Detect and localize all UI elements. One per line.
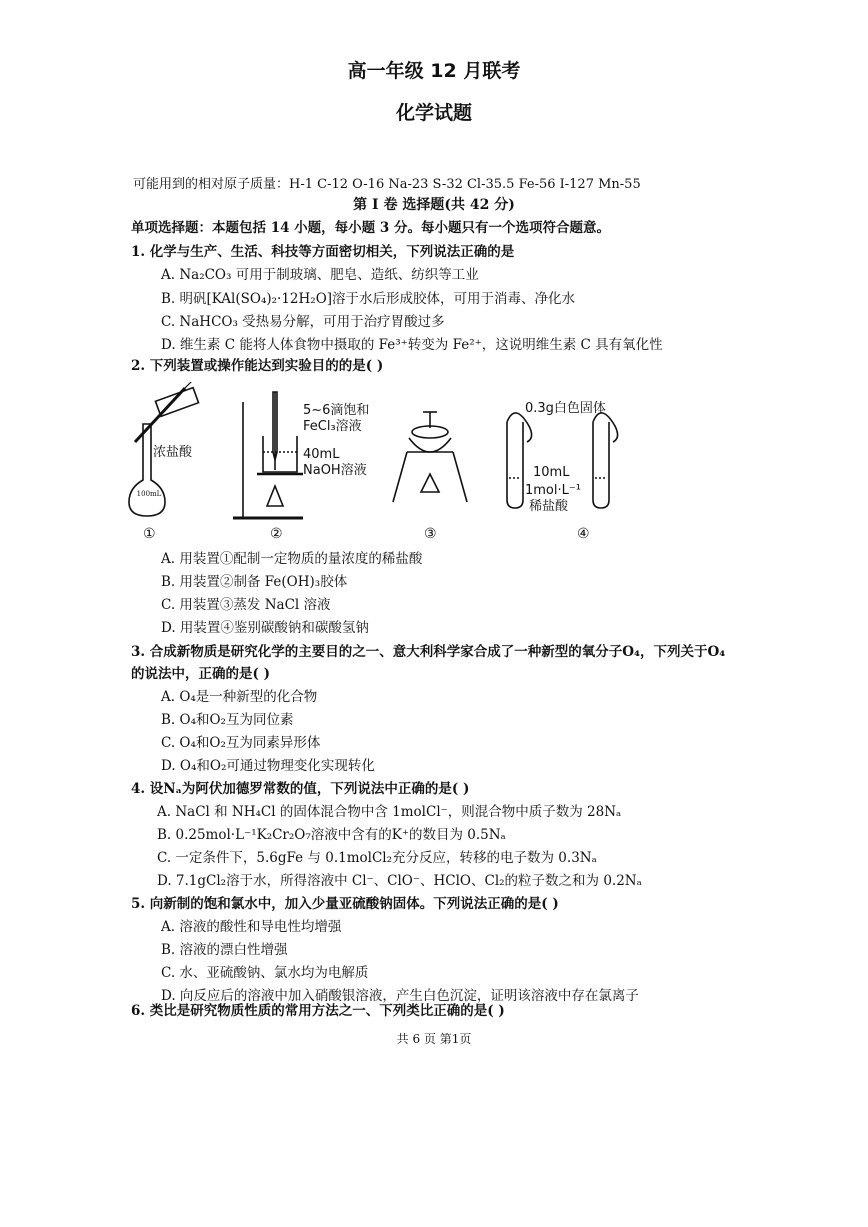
q5-option-a: A. 溶液的酸性和导电性均增强 [161, 919, 342, 935]
q5-option-c: C. 水、亚硫酸钠、氯水均为电解质 [161, 965, 369, 981]
test-tube-right-icon [593, 422, 609, 508]
tripod-icon [393, 452, 467, 502]
figure-number-2: ② [270, 526, 283, 542]
q5-option-d: D. 向反应后的溶液中加入硝酸银溶液，产生白色沉淀，证明该溶液中存在氯离子 [161, 988, 639, 1004]
label-naoh-vol: 40mL [303, 447, 340, 462]
q1-option-a: A. Na₂CO₃ 可用于制玻璃、肥皂、造纸、纺织等工业 [161, 267, 479, 283]
q3-option-b: B. O₄和O₂互为同位素 [161, 712, 294, 728]
q2-option-b: B. 用装置②制备 Fe(OH)₃胶体 [161, 574, 348, 590]
q6-stem: 6. 类比是研究物质性质的常用方法之一、下列类比正确的是( ) [131, 1003, 505, 1019]
q3-option-c: C. O₄和O₂互为同素异形体 [161, 735, 321, 751]
volumetric-flask-icon [129, 424, 165, 516]
q5-stem: 5. 向新制的饱和氯水中，加入少量亚硫酸钠固体。下列说法正确的是( ) [131, 896, 559, 912]
exam-title: 高一年级 12 月联考 [347, 60, 521, 82]
q4-option-c: C. 一定条件下，5.6gFe 与 0.1molCl₂充分反应，转移的电子数为 0.3Nₐ [157, 850, 597, 866]
q5-option-b: B. 溶液的漂白性增强 [161, 942, 288, 958]
label-drops: 5~6滴饱和 [303, 403, 370, 418]
q3-option-a: A. O₄是一种新型的化合物 [161, 689, 318, 705]
label-hcl-vol: 10mL [533, 465, 570, 480]
q4-option-a: A. NaCl 和 NH₄Cl 的固体混合物中含 1molCl⁻，则混合物中质子数为 28Nₐ [157, 804, 622, 820]
q3-stem-line2: 的说法中，正确的是( ) [131, 666, 270, 682]
figure-number-1: ① [143, 526, 156, 542]
label-naoh: NaOH溶液 [303, 463, 367, 478]
flask-label: 100mL [136, 490, 162, 498]
evaporating-dish-icon [409, 438, 451, 452]
section-title: 第 I 卷 选择题(共 42 分) [353, 197, 515, 213]
q2-option-a: A. 用装置①配制一定物质的量浓度的稀盐酸 [161, 551, 423, 567]
q1-option-c: C. NaHCO₃ 受热易分解，可用于治疗胃酸过多 [161, 314, 445, 330]
atomic-masses: 可能用到的相对原子质量：H-1 C-12 O-16 Na-23 S-32 Cl-35.5 Fe-56 I-127 Mn-55 [133, 177, 641, 192]
q2-stem: 2. 下列装置或操作能达到实验目的的是( ) [131, 358, 384, 374]
label-fecl3: FeCl₃溶液 [303, 419, 362, 434]
q1-option-b: B. 明矾[KAl(SO₄)₂·12H₂O]溶于水后形成胶体，可用于消毒、净化水 [161, 291, 576, 307]
exam-subtitle: 化学试题 [395, 102, 472, 124]
figure-number-4: ④ [577, 526, 590, 542]
q1-option-d: D. 维生素 C 能将人体食物中摄取的 Fe³⁺转变为 Fe²⁺，这说明维生素 C 具有氧化性 [161, 337, 663, 353]
label-conc-hcl: 浓盐酸 [153, 445, 193, 460]
q3-stem-line1: 3. 合成新物质是研究化学的主要目的之一、意大利科学家合成了一种新型的氧分子O₄，下列关于O₄ [131, 644, 726, 660]
beaker-icon [263, 436, 297, 472]
q4-stem: 4. 设Nₐ为阿伏加德罗常数的值，下列说法中正确的是( ) [131, 781, 470, 797]
page-footer: 共 6 页 第1页 [396, 1032, 472, 1046]
q2-apparatus-figure [125, 382, 685, 522]
q2-option-d: D. 用装置④鉴别碳酸钠和碳酸氢钠 [161, 620, 369, 636]
instructions: 单项选择题：本题包括 14 小题，每小题 3 分。每小题只有一个选项符合题意。 [131, 220, 610, 236]
test-tube-left-icon [507, 422, 523, 508]
burner-icon [267, 486, 283, 506]
label-dilute-hcl: 稀盐酸 [529, 499, 569, 514]
q2-option-c: C. 用装置③蒸发 NaCl 溶液 [161, 597, 331, 613]
q1-stem: 1. 化学与生产、生活、科技等方面密切相关，下列说法正确的是 [131, 244, 515, 260]
burner3-icon [421, 474, 439, 492]
figure-number-3: ③ [424, 526, 437, 542]
q4-option-d: D. 7.1gCl₂溶于水，所得溶液中 Cl⁻、ClO⁻、HClO、Cl₂的粒子数之和为 0.2Nₐ [157, 873, 642, 889]
q3-option-d: D. O₄和O₂可通过物理变化实现转化 [161, 758, 375, 774]
label-solid: 0.3g白色固体 [525, 401, 606, 416]
q4-option-b: B. 0.25mol·L⁻¹K₂Cr₂O₇溶液中含有的K⁺的数目为 0.5Nₐ [157, 827, 506, 843]
label-hcl-conc: 1mol·L⁻¹ [525, 483, 581, 498]
